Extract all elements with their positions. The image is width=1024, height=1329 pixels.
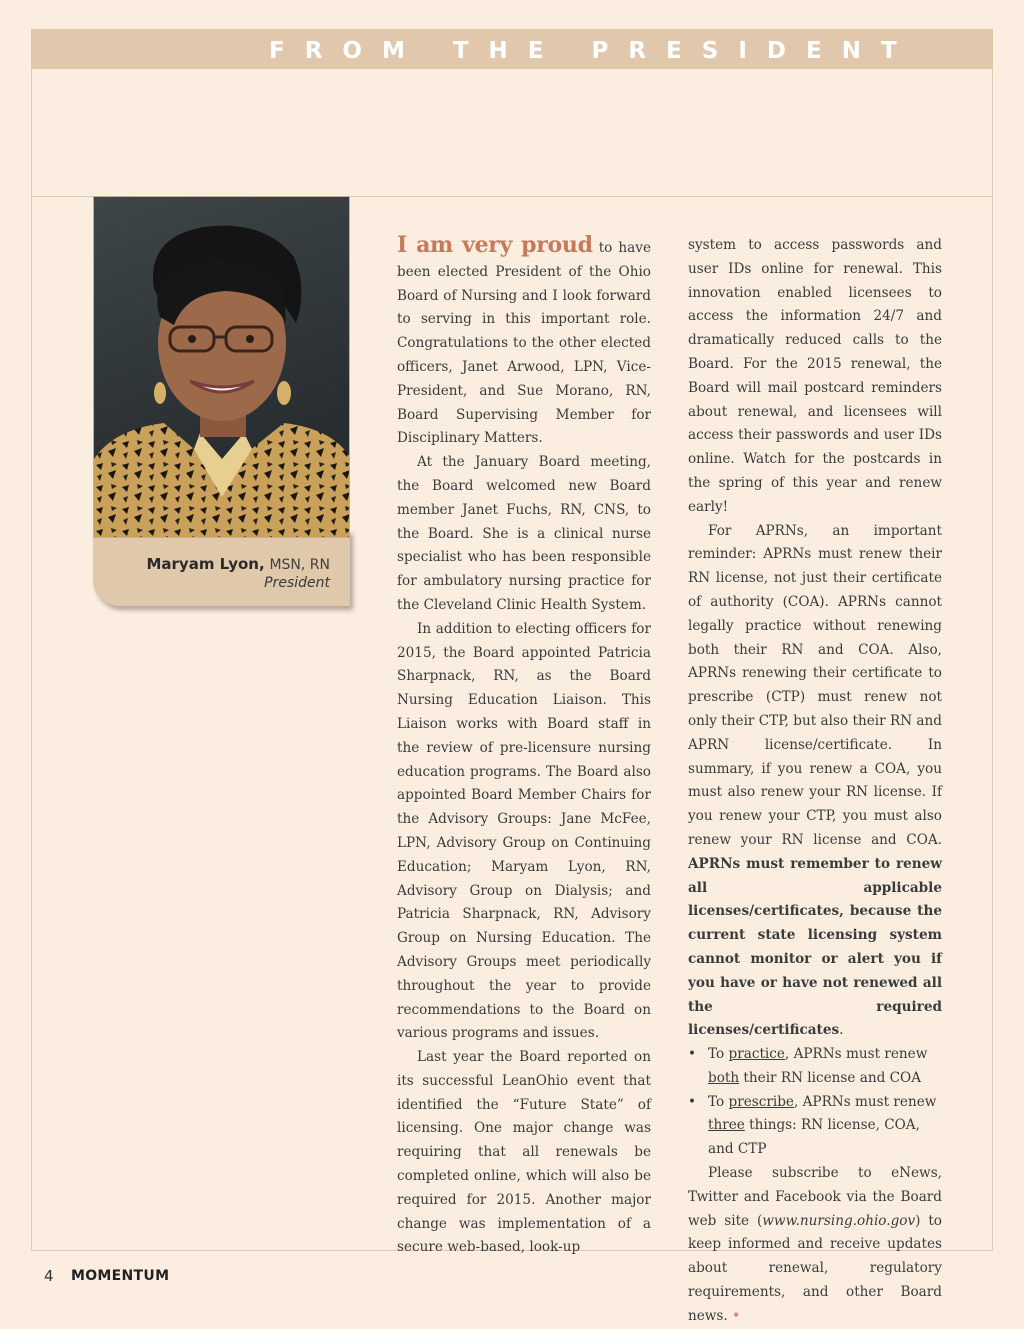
president-name <box>146 555 330 573</box>
bullet-text: things: RN license, COA, and CTP <box>708 1117 920 1158</box>
board-website-link[interactable]: www.nursing.ohio.gov <box>762 1212 916 1229</box>
article-column-2 <box>688 234 942 1329</box>
bullet-text: their RN license and COA <box>739 1069 922 1086</box>
bullet-underlined: both <box>708 1069 740 1086</box>
lead-in: I am very proud <box>397 232 593 258</box>
bold-warning: APRNs must remember to renew all applicable licenses/certificates, because the current state licensing system cannot monitor or alert you if you have or have not renewed all the required licenses/certificates <box>688 855 942 1039</box>
list-item <box>708 1091 942 1162</box>
list-item <box>708 1043 942 1091</box>
paragraph-text: ) to keep informed and receive updates about renewal, regulatory requirements, and other Board news. <box>688 1212 942 1324</box>
portrait-illustration <box>94 197 350 538</box>
bullet-text: , APRNs must renew <box>784 1046 928 1063</box>
president-role: President <box>264 575 330 591</box>
section-title: FROM THE PRESIDENT <box>269 38 917 64</box>
paragraph-text: Please subscribe to eNews, Twitter and Facebook via the Board web site ( <box>688 1165 942 1229</box>
article-paragraph <box>688 1162 942 1329</box>
bullet-underlined: practice <box>728 1046 785 1063</box>
paragraph-end: . <box>839 1022 844 1039</box>
bullet-text: To <box>708 1093 729 1110</box>
article-paragraph: In addition to electing officers for 2015, the Board appointed Patricia Sharpnack, RN, as the Board Nursing Education Liaison. This Liaison works with Board staff in the review of pre-licensure nursing education programs. The Board also appointed Board Member Chairs for the Advisory Groups: Jane McFee, LPN, Advisory Group on Continuing Education; Maryam Lyon, RN, Advisory Group on Dialysis; and Patricia Sharpnack, RN, Advisory Group on Nursing Education. The Advisory Groups meet periodically throughout the year to provide recommendations to the Board on various programs and issues. <box>397 620 651 1042</box>
bullet-text: To <box>708 1046 729 1063</box>
president-credentials: MSN, RN <box>269 557 330 573</box>
article-paragraph: Last year the Board reported on its successful LeanOhio event that identified the “Future State” of licensing. One major change was requiring that all renewals be completed online, which will also be required for 2015. Another major change was implementation of a secure web-based, look-up <box>397 1049 651 1256</box>
article-paragraph <box>397 234 651 451</box>
article-column-1 <box>397 234 651 1260</box>
president-name-text: Maryam Lyon, <box>146 555 265 573</box>
aprn-reminder-paragraph <box>688 520 942 1044</box>
renewal-bullets <box>688 1043 942 1162</box>
bullet-underlined: prescribe <box>728 1093 794 1110</box>
bullet-underlined: three <box>708 1117 745 1134</box>
president-portrait <box>93 196 350 538</box>
paragraph-text: to have been elected President of the Ohio Board of Nursing and I look forward to serving in this important role. Congratulations to the other elected officers, Janet Arwood, LPN, Vice-President, and Sue Morano, RN, Board Supervising Member for Disciplinary Matters. <box>397 240 652 447</box>
article-paragraph: At the January Board meeting, the Board welcomed new Board member Janet Fuchs, RN, CNS, to the Board. She is a clinical nurse specialist who has been responsible for ambulatory nursing practice for the Cleveland Clinic Health System. <box>397 454 651 613</box>
publication-name: MOMENTUM <box>71 1268 170 1284</box>
paragraph-text: For APRNs, an important reminder: APRNs must renew their RN license, not just their certificate of authority (COA). APRNs cannot legally practice without renewing both their RN and COA. Also, APRNs renewing their certificate to prescribe (CTP) must renew not only their CTP, but also their RN and APRN license/certificate. In summary, if you renew a COA, you must also renew your RN license. If you renew your CTP, you must also renew your RN license and COA. <box>688 522 942 848</box>
bullet-text: , APRNs must renew <box>793 1093 937 1110</box>
end-mark: • <box>732 1307 741 1324</box>
article-paragraph: system to access passwords and user IDs online for renewal. This innovation enabled licensees to access the information 24/7 and dramatically reduced calls to the Board. For the 2015 renewal, the Board will mail postcard reminders about renewal, and licensees will access their passwords and user IDs online. Watch for the postcards in the spring of this year and renew early! <box>688 237 942 515</box>
page-number: 4 <box>44 1267 54 1285</box>
